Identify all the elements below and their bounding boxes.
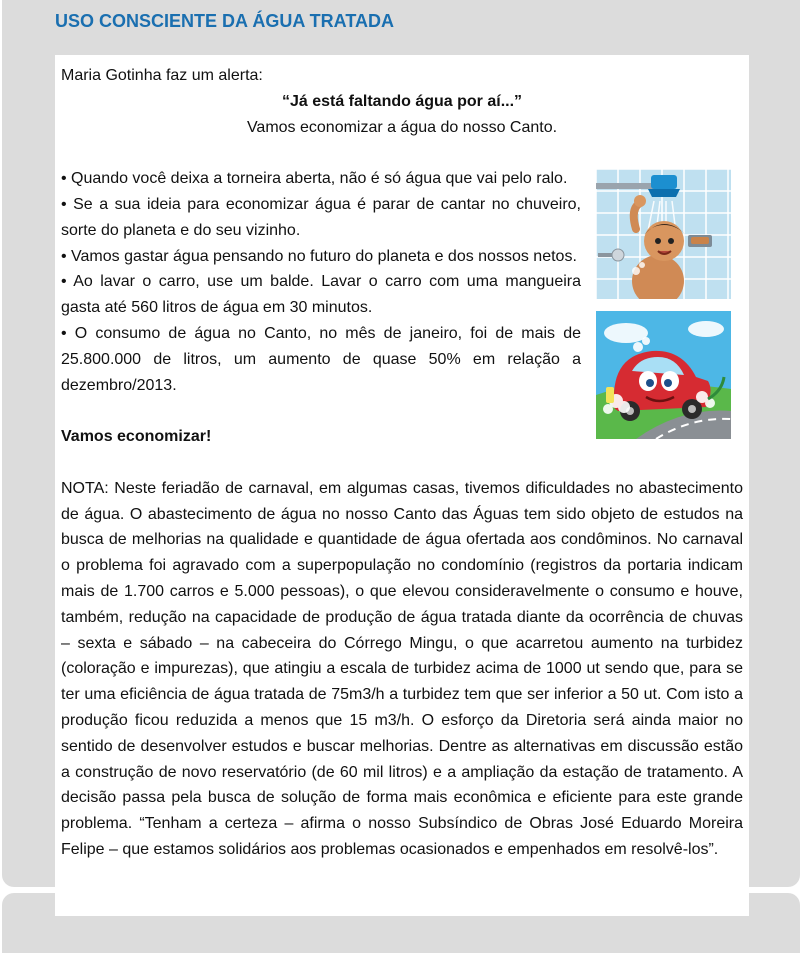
article-card xyxy=(55,55,749,916)
list-item: • Quando você deixa a torneira aberta, não é só água que vai pelo ralo. xyxy=(61,170,568,188)
car-wash-illustration xyxy=(596,311,731,439)
list-item: • O consumo de água no Canto, no mês de janeiro, foi de mais de 25.800.000 de litros, um aumento de quase 50% em relação a dezembro/2013. xyxy=(61,324,581,394)
call-to-action: Vamos economizar! xyxy=(61,428,212,446)
list-item: • Ao lavar o carro, use um balde. Lavar o carro com uma mangueira gasta até 560 litros de água em 30 minutos. xyxy=(61,273,581,317)
page-title: USO CONSCIENTE DA ÁGUA TRATADA xyxy=(55,11,394,31)
article-quote: “Já está faltando água por aí...” xyxy=(281,92,523,110)
list-item: • Se a sua ideia para economizar água é parar de cantar no chuveiro, sorte do planeta e do seu vizinho. xyxy=(61,195,581,239)
note-paragraph: NOTA: Neste feriadão de carnaval, em algumas casas, tivemos dificuldades no abastecimento de água. O abastecimento de água no nosso Canto das Águas tem sido objeto de estudos na busca de melhorias na qualidade e quantidade de água ofertada aos condôminos. No carnaval o problema foi agravado com a superpopulação no condomínio (registros da portaria indicam mais de 1.700 carros e 5.000 pessoas), o que elevou consideravelmente o consumo e houve, também, redução na capacidade de produção de água tratada diante da ocorrência de chuvas – sexta e sábado – na cabeceira do Córrego Mingu, o que acarretou aumento na turbidez (coloração e impurezas), que atingiu a escala de turbidez acima de 1000 ut sendo que, para se ter uma eficiência de água tratada de 75m3/h a turbidez tem que ser inferior a 50 ut. Com isto a produção ficou reduzida a menos que 15 m3/h. O esforço da Diretoria será ainda maior no sentido de desenvolver estudos e buscar melhorias. Dentre as alternativas em discussão estão a construção de novo reservatório (de 60 mil litros) e a ampliação da estação de tratamento. A decisão passa pela busca de solução de forma mais econômica e eficiente para este grande problema. “Tenham a certeza – afirma o nosso Subsíndico de Obras José Eduardo Moreira Felipe – que estamos solidários aos problemas ocasionados e empenhados em resolvê-los”. xyxy=(61,479,743,858)
tips-section xyxy=(61,166,743,398)
shower-illustration xyxy=(596,169,731,299)
list-item: • Vamos gastar água pensando no futuro do planeta e dos nossos netos. xyxy=(61,247,577,265)
article-intro: Maria Gotinha faz um alerta: xyxy=(61,67,263,84)
article-subquote: Vamos economizar a água do nosso Canto. xyxy=(246,118,558,136)
tips-list xyxy=(61,166,581,398)
illustrations xyxy=(596,169,731,439)
